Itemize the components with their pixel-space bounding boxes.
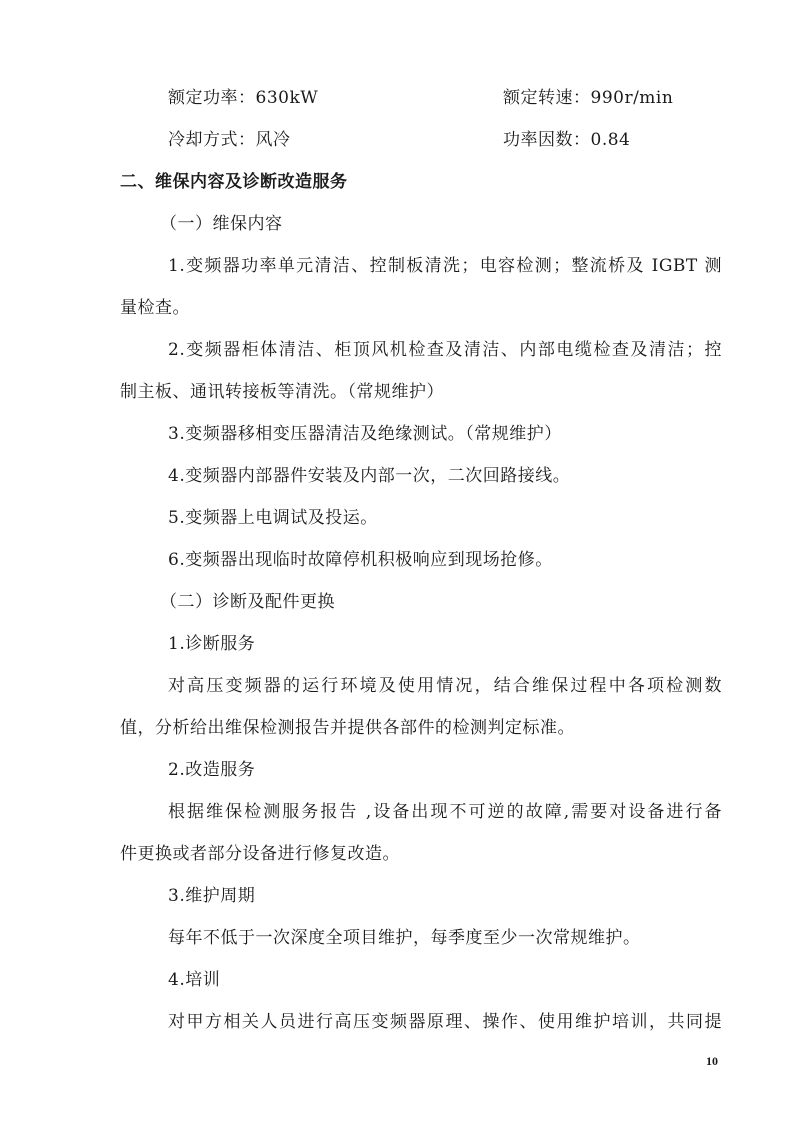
retrofit-service-title: 2.改造服务 (168, 760, 256, 780)
maintenance-cycle-title: 3.维护周期 (168, 886, 256, 906)
section-heading: 二、维保内容及诊断改造服务 (120, 172, 348, 192)
subsection-title-maintenance: （一）维保内容 (160, 214, 283, 234)
maintenance-cycle-line-1: 每年不低于一次深度全项目维护，每季度至少一次常规维护。 (168, 928, 641, 948)
spec-cooling-method: 冷却方式：风冷 (168, 130, 291, 150)
maintenance-item-3: 3.变频器移相变压器清洁及绝缘测试。（常规维护） (168, 424, 562, 444)
retrofit-service-line-2: 件更换或者部分设备进行修复改造。 (120, 844, 400, 864)
maintenance-item-4: 4.变频器内部器件安装及内部一次，二次回路接线。 (168, 466, 571, 486)
diagnosis-service-line-1: 对高压变频器的运行环境及使用情况，结合维保过程中各项检测数 (168, 676, 722, 696)
diagnosis-service-line-2: 值，分析给出维保检测报告并提供各部件的检测判定标准。 (120, 718, 575, 738)
spec-rated-speed: 额定转速：990r/min (503, 88, 674, 108)
page-number: 10 (706, 1054, 718, 1068)
maintenance-item-2-line-1: 2.变频器柜体清洁、柜顶风机检查及清洁、内部电缆检查及清洁；控 (168, 340, 722, 360)
training-line-1: 对甲方相关人员进行高压变频器原理、操作、使用维护培训，共同提 (168, 1012, 722, 1032)
maintenance-item-1-line-2: 量检查。 (120, 298, 190, 318)
maintenance-item-2-line-2: 制主板、通讯转接板等清洗。（常规维护） (120, 382, 444, 402)
maintenance-item-1-line-1: 1.变频器功率单元清洁、控制板清洗；电容检测；整流桥及 IGBT 测 (168, 256, 722, 276)
spec-rated-power: 额定功率：630kW (168, 88, 319, 108)
retrofit-service-line-1: 根据维保检测服务报告 ,设备出现不可逆的故障,需要对设备进行备 (168, 802, 722, 822)
training-title: 4.培训 (168, 970, 221, 990)
maintenance-item-5: 5.变频器上电调试及投运。 (168, 508, 378, 528)
subsection-title-diagnosis: （二）诊断及配件更换 (160, 592, 335, 612)
diagnosis-service-title: 1.诊断服务 (168, 634, 256, 654)
spec-power-factor: 功率因数：0.84 (503, 130, 631, 150)
maintenance-item-6: 6.变频器出现临时故障停机积极响应到现场抢修。 (168, 550, 553, 570)
